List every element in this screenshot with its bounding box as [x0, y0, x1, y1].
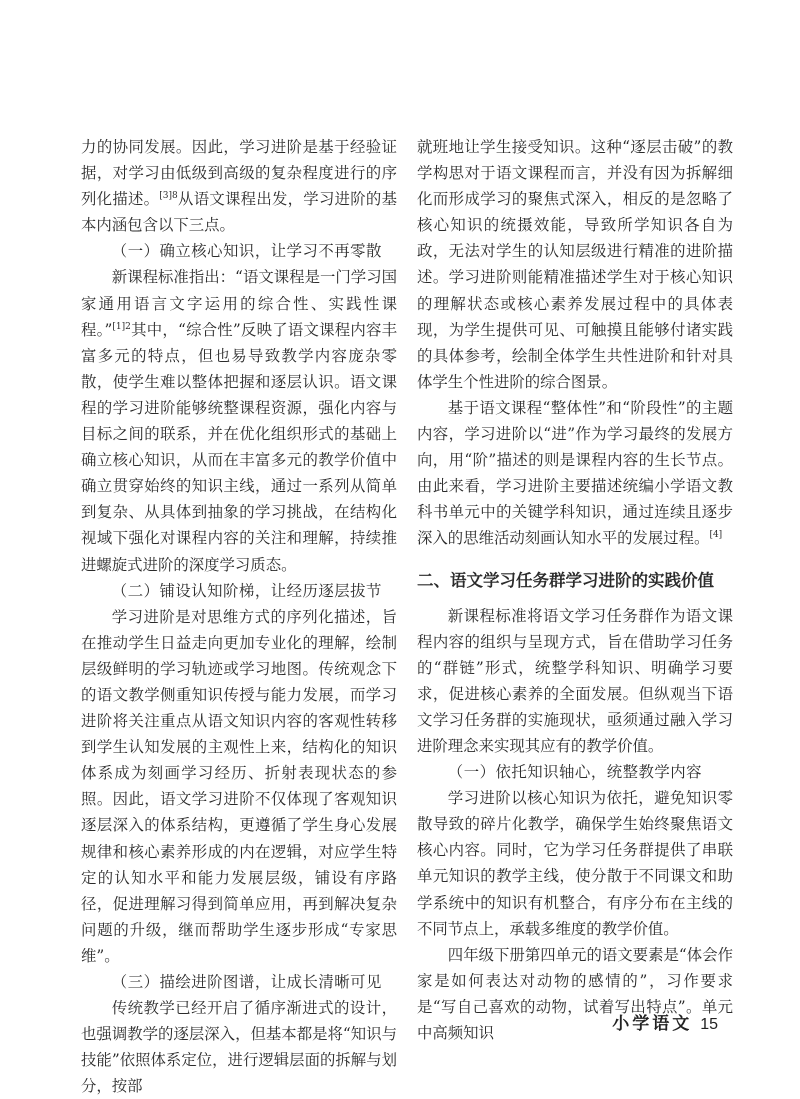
- citation: [4]: [709, 530, 723, 541]
- paragraph: 新课程标准将语文学习任务群作为语文课程内容的组织与呈现方式，旨在借助学习任务的“群链”形式，统整学科知识、明确学习要求，促进核心素养的全面发展。但纵观当下语文学习任务群的实施现状，亟须通过融入学习进阶理念来实现其应有的教学价值。: [417, 606, 733, 755]
- page-number: 15: [700, 1016, 718, 1033]
- citation: [1]2: [112, 321, 131, 332]
- section-title: 二、语文学习任务群学习进阶的实践价值: [417, 570, 714, 590]
- paragraph: 学习进阶是对思维方式的序列化描述，旨在推动学生日益走向更加专业化的理解，绘制层级鲜明的学习轨迹或学习地图。传统观念下的语文教学侧重知识传授与能力发展，而学习进阶将关注重点从语文知识内容的客观性转移到学生认知发展的主观性上来，结构化的知识体系成为刻画学习经历、折射表现状态的参照。因此，语文学习进阶不仅体现了客观知识逐层深入的体系结构，更遵循了学生身心发展规律和核心素养形成的内在逻辑，对应学生特定的认知水平和能力发展层级，铺设有序路径，促进理解习得到简单应用，再到解决复杂问题的升级，继而帮助学生逐步形成“专家思维”。: [81, 607, 397, 965]
- journal-name: 小学语文: [612, 1014, 693, 1034]
- citation: [3]8: [159, 191, 178, 202]
- subsection-heading: （一）依托知识轴心，统整教学内容: [447, 763, 703, 782]
- paragraph: 四年级下册第四单元的语文要素是“体会作家是如何表达对动物的感情的”，习作要求是“写自己喜欢的动物，试着写出特点”。单元中高频知识: [417, 945, 733, 1042]
- paragraph: 新课程标准指出：“语文课程是一门学习国家通用语言文字运用的综合性、实践性课程。”$^{[1]2}$其中，“综合性”反映了语文课程内容丰富多元的特点，但也易导致教学内容庞杂零散，使学生难以整体把握和逐层认识。语文课程的学习进阶能够统整课程资源，强化内容与目标之间的联系，并在优化组织形式的基础上确立核心知识，从而在丰富多元的教学价值中确立贯穿始终的知识主线，通过一系列从简单到复杂、从具体到抽象的学习挑战，在结构化视域下强化对课程内容的关注和理解，持续推进螺旋式进阶的深度学习质态。: [81, 268, 397, 574]
- paragraph: 力的协同发展。因此，学习进阶是基于经验证据，对学习由低级到高级的复杂程度进行的序列化描述。$^{[3]8}$从语文课程出发，学习进阶的基本内涵包含以下三点。: [81, 138, 397, 235]
- left-column: [81, 134, 397, 1099]
- subsection-heading: （一）确立核心知识，让学习不再零散: [111, 242, 382, 261]
- paragraph: 学习进阶以核心知识为依托，避免知识零散导致的碎片化教学，确保学生始终聚焦语文核心内容。同时，它为学习任务群提供了串联单元知识的教学主线，使分散于不同课文和助学系统中的知识有机整合，有序分布在主线的不同节点上，承载多维度的教学价值。: [417, 789, 733, 938]
- paragraph: 传统教学已经开启了循序渐进式的设计，也强调教学的逐层深入，但基本都是将“知识与技能”依照体系定位，进行逻辑层面的拆解与划分，按部: [81, 999, 397, 1096]
- page-footer: [612, 1009, 718, 1034]
- paragraph: 就班地让学生接受知识。这种“逐层击破”的教学构思对于语文课程而言，并没有因为拆解细化而形成学习的聚焦式深入，相反的是忽略了核心知识的统摄效能，导致所学知识各自为政，无法对学生的认知层级进行精准的进阶描述。学习进阶则能精准描述学生对于核心知识的理解状态或核心素养发展过程中的具体表现，为学生提供可见、可触摸且能够付诸实践的具体参考，绘制全体学生共性进阶和针对具体学生个性进阶的综合图景。: [417, 138, 733, 391]
- subsection-heading: （二）铺设认知阶梯，让经历逐层拔节: [111, 581, 382, 600]
- subsection-heading: （三）描绘进阶图谱，让成长清晰可见: [111, 973, 382, 991]
- paragraph: 基于语文课程“整体性”和“阶段性”的主题内容，学习进阶以“进”作为学习最终的发展方向，用“阶”描述的则是课程内容的生长节点。由此来看，学习进阶主要描述统编小学语文教科书单元中的关键学科知识，通过连续且逐步深入的思维活动刻画认知水平的发展过程。[4]: [417, 398, 733, 548]
- right-column: [417, 134, 733, 1046]
